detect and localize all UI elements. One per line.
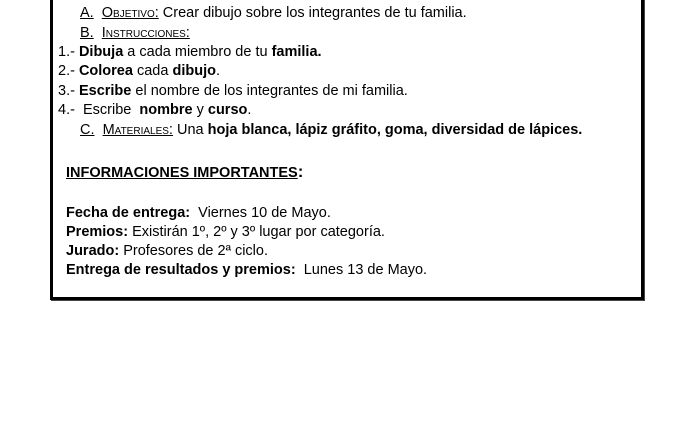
step-text: el nombre de los integrantes de mi familia. xyxy=(135,83,408,99)
step-text: cada xyxy=(136,63,169,79)
info-heading xyxy=(66,163,303,182)
info-value: Lunes 13 de Mayo. xyxy=(303,262,428,278)
step-text: Escribe xyxy=(82,102,132,118)
info-row xyxy=(66,223,385,241)
info-row xyxy=(66,204,331,222)
info-value: Existirán 1º, 2º y 3º lugar por categoría. xyxy=(132,224,385,240)
step-bold: Escribe xyxy=(78,83,132,99)
step-text: a cada miembro de tu xyxy=(127,44,268,60)
step-item xyxy=(58,82,408,100)
step-number: 1.- xyxy=(58,44,75,60)
info-label: Premios: xyxy=(66,224,129,240)
info-row xyxy=(66,261,427,279)
step-bold: Dibuja xyxy=(78,44,124,60)
instructions-label: Instrucciones: xyxy=(101,25,190,41)
info-row xyxy=(66,242,268,260)
step-bold: Colorea xyxy=(78,63,133,79)
info-label: Jurado: xyxy=(66,243,120,259)
objective-label: Objetivo: xyxy=(101,5,159,21)
step-bold: nombre xyxy=(139,102,193,118)
materials-text: Una xyxy=(176,122,204,138)
step-bold: curso xyxy=(207,102,248,118)
info-heading-colon: : xyxy=(297,162,304,181)
step-text: y xyxy=(196,102,204,118)
step-item xyxy=(58,43,322,61)
materials-line xyxy=(80,121,582,139)
objective-line xyxy=(80,4,467,22)
info-label: Fecha de entrega: xyxy=(66,205,191,221)
step-number: 4.- xyxy=(58,102,75,118)
info-value: Profesores de 2ª ciclo. xyxy=(123,243,268,259)
step-number: 2.- xyxy=(58,63,75,79)
step-bold: dibujo xyxy=(172,63,216,79)
step-number: 3.- xyxy=(58,83,75,99)
info-heading-text: INFORMACIONES IMPORTANTES xyxy=(66,165,298,181)
step-bold: familia. xyxy=(271,44,322,60)
instructions-heading xyxy=(80,24,190,42)
step-text: . xyxy=(215,63,220,79)
info-value: Viernes 10 de Mayo. xyxy=(198,205,331,221)
step-text: . xyxy=(247,102,252,118)
info-label: Entrega de resultados y premios: xyxy=(66,262,296,278)
materials-list: hoja blanca, lápiz gráfito, goma, diversidad de lápices. xyxy=(207,122,583,138)
step-item xyxy=(58,101,251,119)
instructions-letter: B. xyxy=(80,25,94,41)
step-item xyxy=(58,62,220,80)
materials-label: Materiales: xyxy=(102,122,173,138)
materials-letter: C. xyxy=(80,122,95,138)
objective-text: Crear dibujo sobre los integrantes de tu familia. xyxy=(162,5,467,21)
objective-letter: A. xyxy=(80,5,94,21)
